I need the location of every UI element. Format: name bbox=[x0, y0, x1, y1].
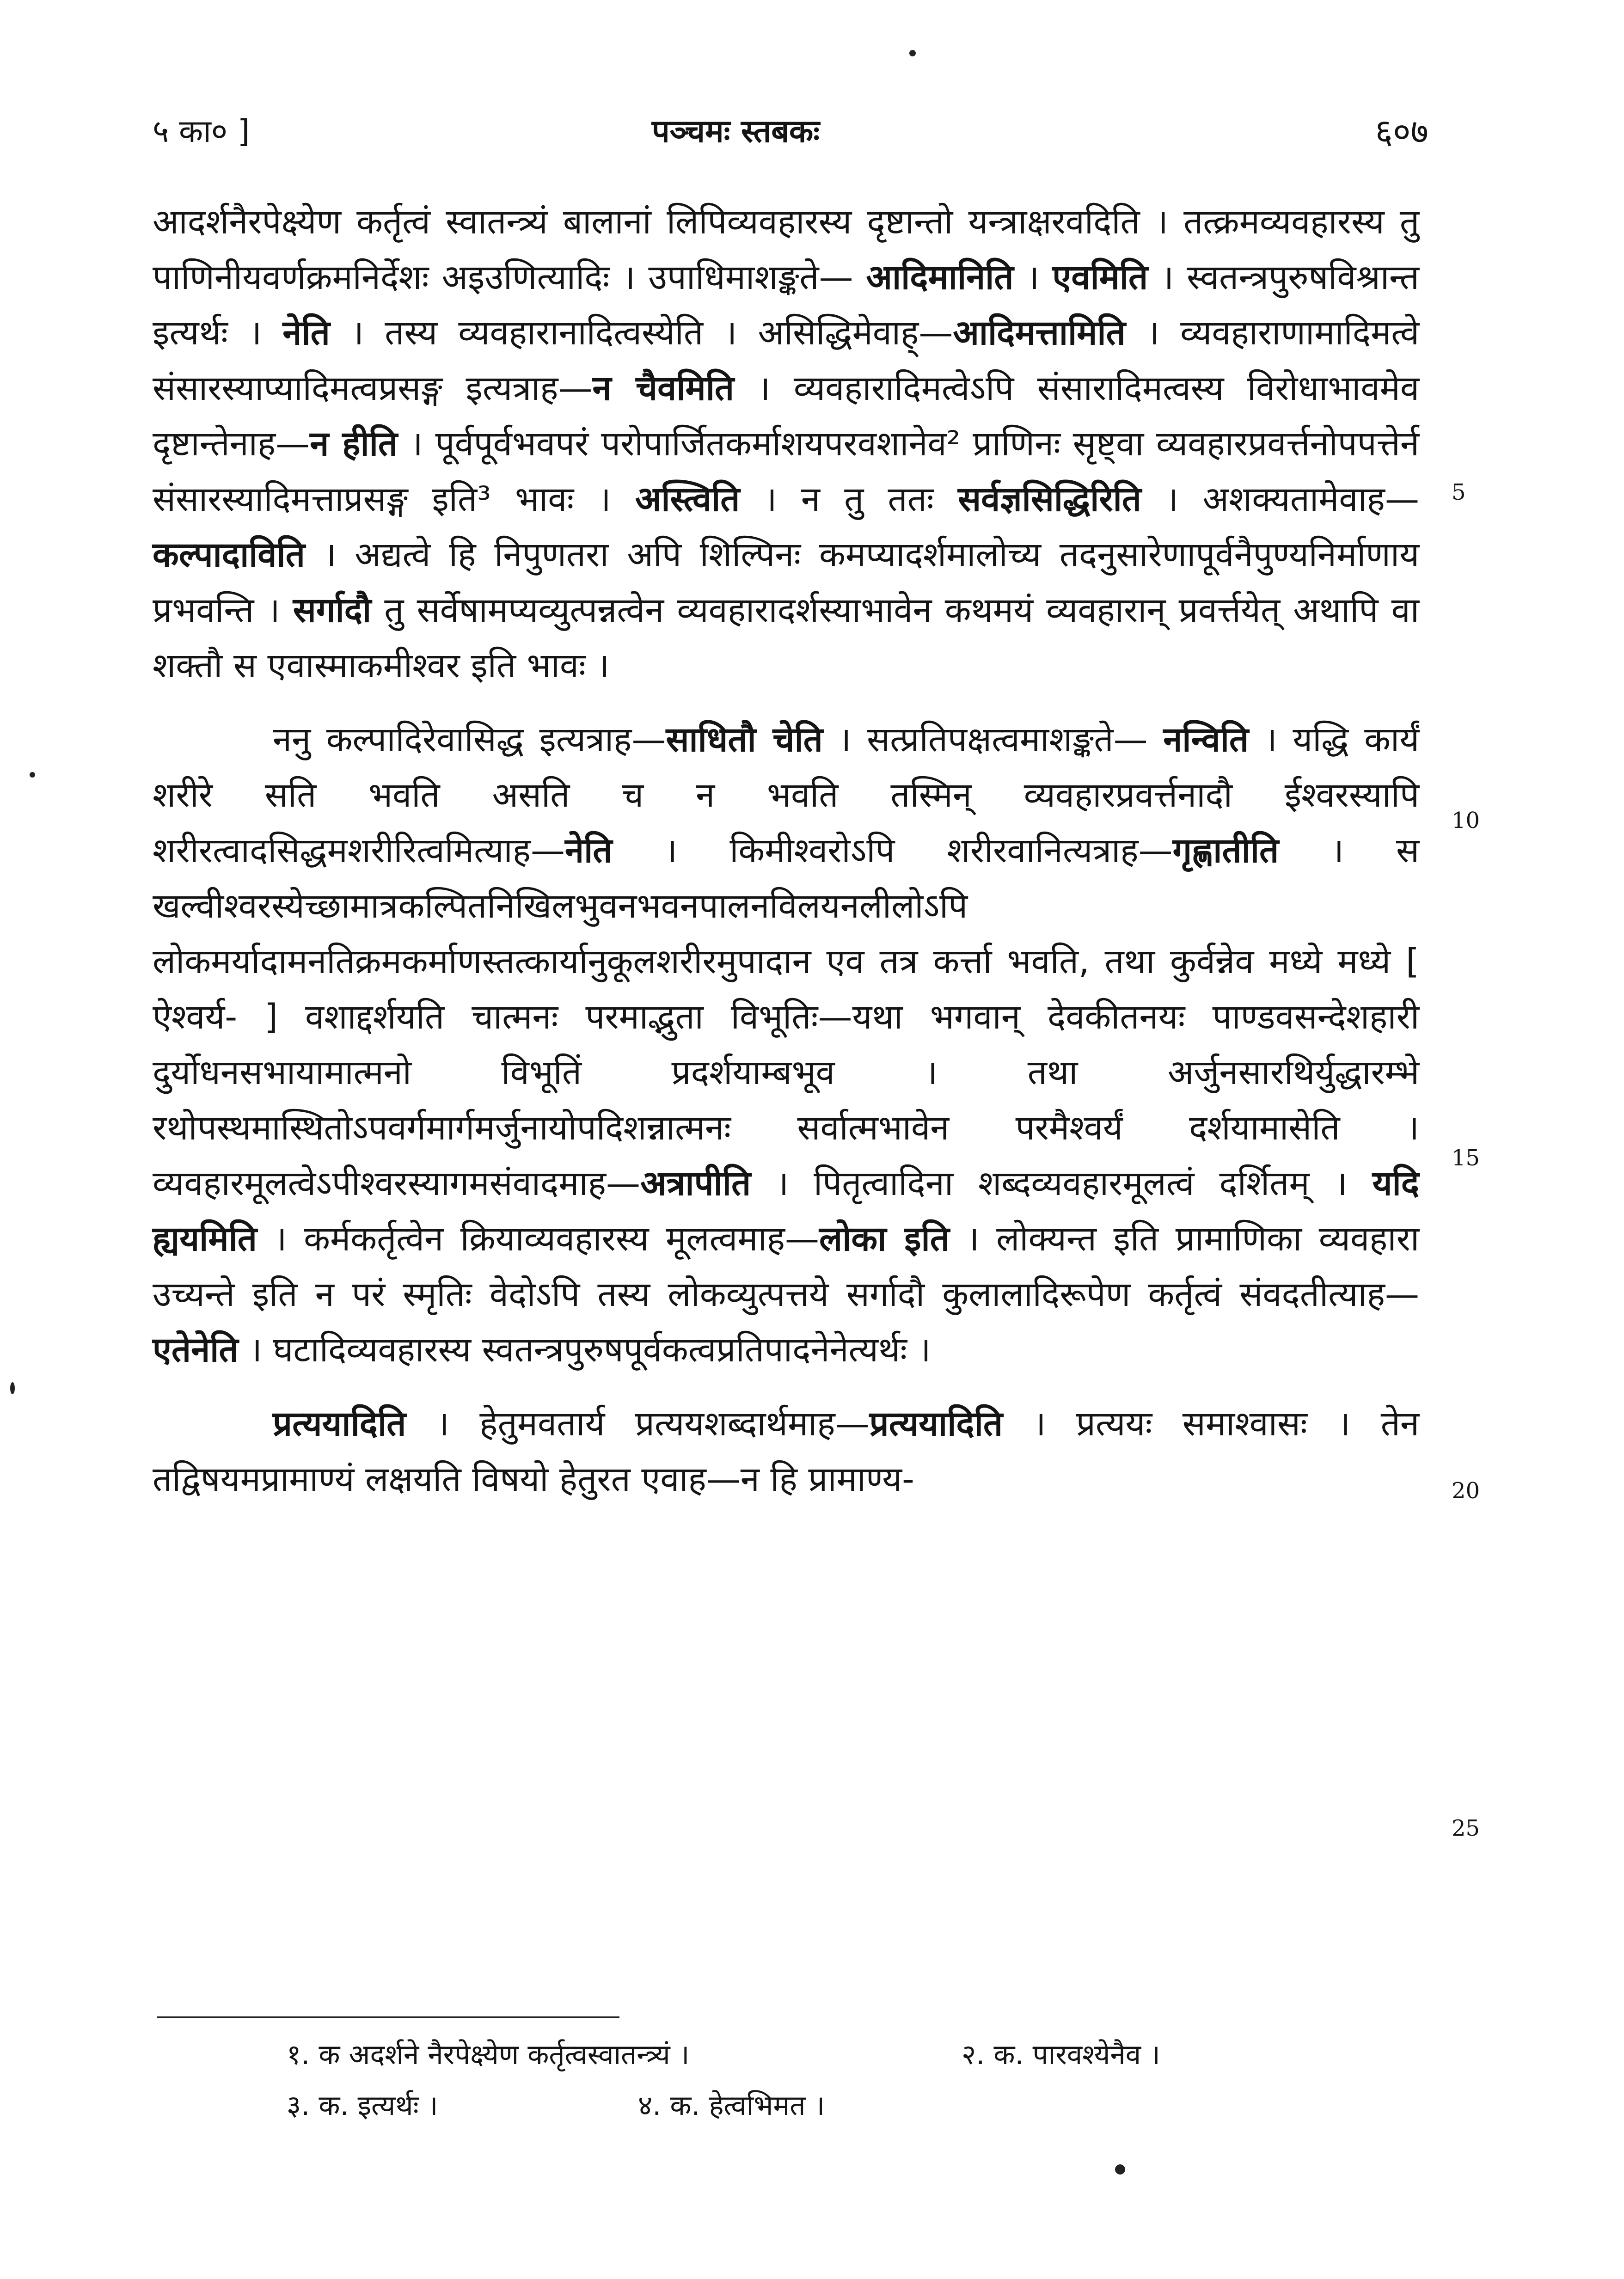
lemma-text: आदिमानिति bbox=[866, 257, 1014, 297]
lemma-text: न चैवमिति bbox=[592, 368, 735, 408]
scan-speck bbox=[1115, 2164, 1125, 2175]
lemma-text: सर्गादौ bbox=[293, 590, 372, 630]
lemma-text: यदि ह्ययमिति bbox=[153, 1164, 1419, 1259]
paragraph bbox=[153, 194, 1419, 693]
lemma-text: एतेनेति bbox=[153, 1330, 239, 1370]
running-header bbox=[153, 106, 1428, 162]
footnote: २. क. पारवश्येनैव । bbox=[962, 2039, 1160, 2071]
lemma-text: एवमिति bbox=[1052, 257, 1148, 297]
footnote-row bbox=[287, 2029, 1350, 2080]
lemma-text: आदिमत्तामिति bbox=[953, 313, 1126, 353]
commentary-segment: । bbox=[1013, 257, 1053, 297]
commentary-segment: । सत्प्रतिपक्षत्वमाशङ्कते— bbox=[822, 720, 1164, 760]
commentary-segment: । स खल्वीश्वरस्येच्छामात्रकल्पितनिखिलभुवनभवनपालनविलयनलीलोऽपि लोकमर्यादामनतिक्रमकर्माणस्तत्कार्यानुकूलशरीरमुपादान एव तत्र कर्त्ता भवति, तथा कुर्वन्नेव मध्ये मध्ये [ ऐश्वर्य- ] वशाद्दर्शयति चात्मनः परमाद्भुता विभूतिः—यथा भगवान् देवकीतनयः पाण्डवसन्देशहारी दुर्योधनसभायामात्मनो विभूतिं प्रदर्शयाम्बभूव । तथा अर्जुनसारथिर्युद्धारम्भे रथोपस्थमास्थितोऽपवर्गमार्गमर्जुनायोपदिशन्नात्मनः सर्वात्मभावेन परमैश्वर्यं दर्शयामासेति । व्यवहारमूलत्वेऽपीश्वरस्यागमसंवादमाह— bbox=[153, 831, 1419, 1203]
scan-speck bbox=[909, 50, 916, 56]
line-number: 5 bbox=[1452, 479, 1466, 505]
lemma-text: गृह्णातीति bbox=[1172, 831, 1279, 870]
lemma-text: अस्त्विति bbox=[635, 479, 740, 519]
footnote: ३. क. इत्यर्थः । bbox=[287, 2089, 438, 2122]
footnote-row bbox=[287, 2080, 1350, 2131]
lemma-text: लोका इति bbox=[819, 1219, 950, 1259]
lemma-text: नेति bbox=[282, 313, 330, 353]
lemma-text: नन्विति bbox=[1163, 720, 1249, 760]
line-number-margin bbox=[1452, 0, 1544, 2279]
scan-speck bbox=[10, 1382, 15, 1394]
lemma-text: सर्वज्ञसिद्धिरिति bbox=[958, 479, 1141, 519]
commentary-segment: । अद्यत्वे हि निपुणतरा अपि शिल्पिनः कमप्यादर्शमालोच्य तदनुसारेणापूर्वनैपुण्यनिर्माणाय प्रभवन्ति । bbox=[153, 535, 1419, 630]
commentary-segment: । अशक्यतामेवाह— bbox=[1141, 479, 1419, 519]
commentary-segment: । पूर्वपूर्वभवपरं परोपार्जितकर्माशयपरवशानेव² प्राणिनः सृष्ट्वा व्यवहारप्रवर्त्तनोपपत्तेर्न संसारस्यादिमत्ताप्रसङ्ग इति³ भावः । bbox=[153, 424, 1420, 519]
commentary-segment: तु सर्वेषामप्यव्युत्पन्नत्वेन व्यवहारादर्शस्याभावेन कथमयं व्यवहारान् प्रवर्त्तयेत् अथापि वा शक्तौ स एवास्माकमीश्वर इति भावः । bbox=[153, 590, 1419, 686]
commentary-segment: । किमीश्वरोऽपि शरीरवानित्यत्राह— bbox=[612, 831, 1173, 870]
footnote: ४. क. हेत्वभिमत । bbox=[638, 2089, 825, 2122]
commentary-segment: । न तु ततः bbox=[740, 479, 958, 519]
commentary-segment: । घटादिव्यवहारस्य स्वतन्त्रपुरुषपूर्वकत्वप्रतिपादनेनेत्यर्थः । bbox=[238, 1330, 931, 1370]
line-number: 25 bbox=[1452, 1815, 1480, 1841]
commentary-segment: । प्रत्ययः समाश्वासः । तेन तद्विषयमप्रामाण्यं लक्षयति विषयो हेतुरत एवाह—न हि प्रामाण्य- bbox=[153, 1404, 1420, 1499]
line-number: 15 bbox=[1452, 1145, 1480, 1171]
footnote-rule bbox=[157, 2016, 619, 2018]
commentary-segment: । पितृत्वादिना शब्दव्यवहारमूलत्वं दर्शितम् । bbox=[751, 1164, 1373, 1203]
lemma-text: नेति bbox=[565, 831, 613, 870]
header-section-ref: ५ का० ] bbox=[153, 113, 250, 150]
commentary-segment: ननु कल्पादिरेवासिद्ध इत्यत्राह— bbox=[273, 720, 666, 760]
commentary-segment: । हेतुमवतार्य प्रत्ययशब्दार्थमाह— bbox=[406, 1404, 870, 1444]
lemma-text: साधितौ चेति bbox=[666, 720, 823, 760]
commentary-segment: । तस्य व्यवहारानादित्वस्येति । असिद्धिमेवाह्— bbox=[330, 313, 953, 353]
line-number: 10 bbox=[1452, 808, 1480, 833]
commentary-segment: । यद्धि कार्यं शरीरे सति भवति असति च न भवति तस्मिन् व्यवहारप्रवर्त्तनादौ ईश्वरस्यापि शरीरत्वादसिद्धमशरीरित्वमित्याह— bbox=[153, 720, 1419, 870]
scan-speck bbox=[30, 772, 35, 778]
lemma-text: प्रत्ययादिति bbox=[869, 1404, 1003, 1444]
commentary-segment: । लोक्यन्त इति प्रामाणिका व्यवहारा उच्यन्ते इति न परं स्मृतिः वेदोऽपि तस्य लोकव्युत्पत्तये सर्गादौ कुलालादिरूपेण कर्तृत्वं संवदतीत्याह— bbox=[153, 1219, 1420, 1314]
header-chapter-title: पञ्चमः स्तबकः bbox=[652, 113, 820, 150]
lemma-text: प्रत्ययादिति bbox=[273, 1404, 406, 1444]
commentary-segment: । व्यवहारादिमत्वेऽपि संसारादिमत्वस्य विरोधाभावमेव दृष्टान्तेनाह— bbox=[153, 368, 1419, 464]
commentary-segment: । स्वतन्त्रपुरुषविश्रान्त इत्यर्थः । bbox=[153, 257, 1419, 353]
commentary-segment: आदर्शनैरपेक्ष्येण कर्तृत्वं स्वातन्त्र्यं बालानां लिपिव्यवहारस्य दृष्टान्तो यन्त्राक्षरवदिति । तत्क्रमव्यवहारस्य तु पाणिनीयवर्णक्रमनिर्देशः अइउणित्यादिः । उपाधिमाशङ्कते— bbox=[153, 202, 1419, 297]
paragraph bbox=[153, 1396, 1419, 1507]
line-number: 20 bbox=[1452, 1478, 1480, 1504]
commentary-segment: । कर्मकर्तृत्वेन क्रियाव्यवहारस्य मूलत्वमाह— bbox=[257, 1219, 820, 1259]
lemma-text: कल्पादाविति bbox=[153, 535, 305, 575]
footnotes bbox=[287, 2029, 1350, 2131]
commentary-text bbox=[153, 194, 1419, 1507]
paragraph bbox=[153, 712, 1419, 1378]
commentary-segment: । व्यवहाराणामादिमत्वे संसारस्याप्यादिमत्वप्रसङ्ग इत्यत्राह— bbox=[153, 313, 1420, 408]
lemma-text: न हीति bbox=[310, 424, 398, 464]
page-number: ६०७ bbox=[1375, 112, 1428, 152]
lemma-text: अत्रापीति bbox=[640, 1164, 751, 1203]
footnote: १. क अदर्शने नैरपेक्ष्येण कर्तृत्वस्वातन्त्र्यं । bbox=[287, 2039, 690, 2071]
